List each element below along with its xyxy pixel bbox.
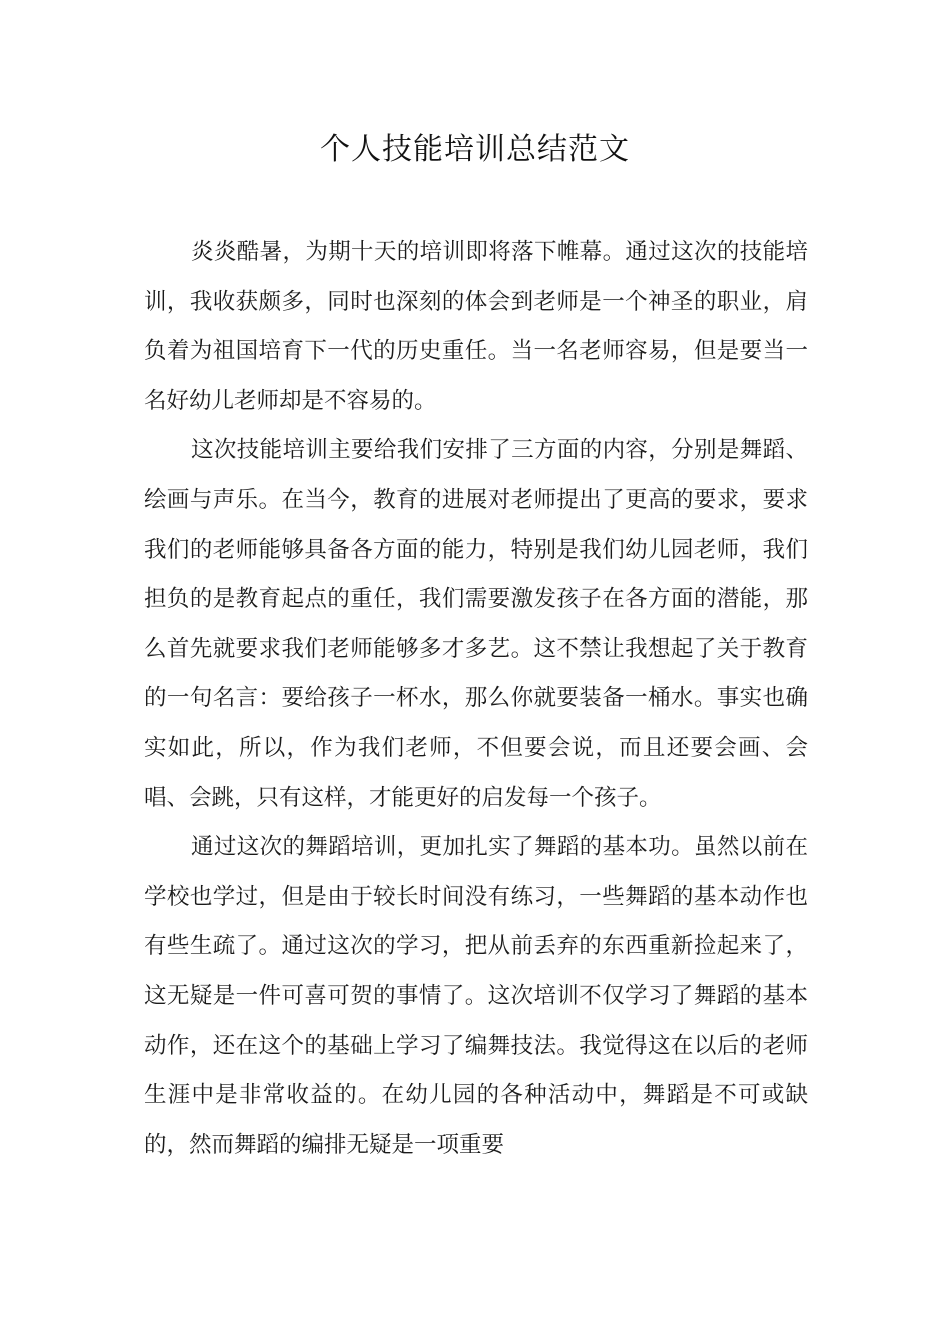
paragraph-1: 炎炎酷暑，为期十天的培训即将落下帷幕。通过这次的技能培训，我收获颇多，同时也深刻的体会到老师是一个神圣的职业，肩负着为祖国培育下一代的历史重任。当一名老师容易，但是要当一名好幼儿老师却是不容易的。: [144, 239, 808, 414]
paragraph-2: 这次技能培训主要给我们安排了三方面的内容，分别是舞蹈、绘画与声乐。在当今，教育的进展对老师提出了更高的要求，要求我们的老师能够具备各方面的能力，特别是我们幼儿园老师，我们担负的是教育起点的重任，我们需要激发孩子在各方面的潜能，那么首先就要求我们老师能够多才多艺。这不禁让我想起了关于教育的一句名言：要给孩子一杯水，那么你就要装备一桶水。事实也确实如此，所以，作为我们老师，不但要会说，而且还要会画、会唱、会跳，只有这样，才能更好的启发每一个孩子。: [144, 437, 808, 811]
document-title: 个人技能培训总结范文: [320, 132, 630, 167]
paragraph-3: 通过这次的舞蹈培训，更加扎实了舞蹈的基本功。虽然以前在学校也学过，但是由于较长时间没有练习，一些舞蹈的基本动作也有些生疏了。通过这次的学习，把从前丢弃的东西重新捡起来了，这无疑是一件可喜可贺的事情了。这次培训不仅学习了舞蹈的基本动作，还在这个的基础上学习了编舞技法。我觉得这在以后的老师生涯中是非常收益的。在幼儿园的各种活动中，舞蹈是不可或缺的，然而舞蹈的编排无疑是一项重要: [144, 834, 808, 1158]
document-body: [144, 228, 808, 1170]
